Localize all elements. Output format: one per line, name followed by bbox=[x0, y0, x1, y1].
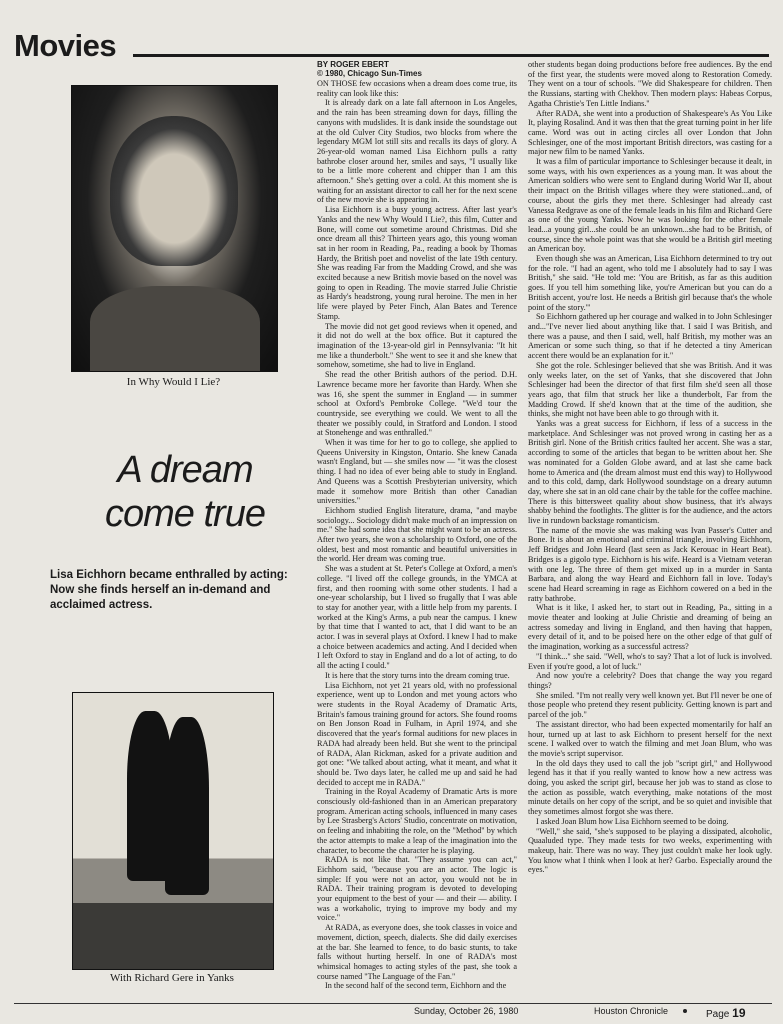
article-column-2 bbox=[528, 60, 772, 992]
article-paragraph: RADA is not like that. "They assume you can act," Eichhorn said, "because you are an actor. The logic is simple: If you were not an actor, you would not be in RADA. Their training program is devoted to developing your equipment to the best of your — and their — ability. I was a workaholic, trying to improve my body and my voice." bbox=[317, 855, 517, 923]
article-paragraph: Even though she was an American, Lisa Eichhorn determined to try out for the role. "I had an agent, who told me I absolutely had to say I was British," she said. "He told me: 'You are British, as far as this audition goes. If you tell him something like, you're American but you can do a British accent, you're lost. He needs a British girl because that's the whole point of the story.'" bbox=[528, 254, 772, 312]
section-rule bbox=[133, 54, 769, 57]
byline-copyright: © 1980, Chicago Sun-Times bbox=[317, 69, 422, 78]
article-paragraph: In the second half of the second term, Eichhorn and the bbox=[325, 981, 507, 991]
article-paragraph: It was a film of particular importance to Schlesinger because it dealt, in some ways, with his own experiences as a young man. It was about the American soldiers who were sent to England during World War II, about their impact on the British villages where they were stationed...and, of course, about the girls they met there. Schlesinger had already cast Vanessa Redgrave as one of the female leads in his film and Richard Gere as one of the young Yanks. Now he was looking for the other female lead...a young girl...she could be an unknown...she had to be British, of course, since the whole point was that she would be a British girl meeting an American boy. bbox=[528, 157, 772, 254]
footer-page-number: 19 bbox=[732, 1006, 746, 1020]
subheadline: Lisa Eichhorn became enthralled by acting: Now she finds herself an in-demand and acclaimed actress. bbox=[50, 569, 288, 611]
article-paragraph: It is already dark on a late fall afternoon in Los Angeles, and the rain has been streaming down for days, filling the canyons with mudslides. It is dank inside the soundstage out at the old Culver City Studios, two blocks from where the legendary MGM lot still sits and recalls its days of glory. A 26-year-old woman named Lisa Eichhorn pulls a ratty bathrobe closer around her, smiles and says, "I usually like to be a little more coherent and chipper than I am this afternoon." She's getting over a cold. At this moment she is waiting for an assistant director to call her for the next scene of the new movie she is appearing in. bbox=[317, 98, 517, 205]
footer-bullet bbox=[683, 1009, 687, 1013]
article-paragraph: She smiled. "I'm not really very well known yet. But I'll never be one of those people who pretend they resent publicity. Getting known is part and parcel of the job." bbox=[528, 690, 772, 720]
footer-page bbox=[706, 1006, 746, 1020]
article-paragraph: The name of the movie she was making was Ivan Passer's Cutter and Bone. It is about an emotional and criminal triangle, involving Eichhorn, Jeff Bridges and John Heard (last seen as Jack Kerouac in Heart Beat). Bridges is a gigolo type. Eichhorn is his wife. Heard is a Vietnam veteran with one leg. The three of them get mixed up in a murder in Santa Barbara, and along the way Heard and Eichhorn fall in love. Today's scene had Heard screaming in rage as Eichhorn cowered on a bed in the ratty bathrobe. bbox=[528, 525, 772, 603]
couple-ground bbox=[73, 903, 273, 969]
footer-date: Sunday, October 26, 1980 bbox=[414, 1006, 519, 1016]
bottom-photo-caption: With Richard Gere in Yanks bbox=[110, 972, 234, 984]
article-paragraph: She was a student at St. Peter's College at Oxford, a men's college. "I lived off the college grounds, in the YMCA at first, and then rooming with some other students. I had a one-year scholarship, but I lived so frugally that I was able to stay for another year, with a little help from my parents. I worked at the King's Arms, a pub near the campus. I knew by that time that I wanted to act, that I did want to be an actor. I was in several plays at Oxford. I knew I had to make a choice between academics and acting. And I decided when I left Oxford to stay in England and do a lot of acting, to do all the acting I could." bbox=[317, 564, 517, 671]
headline-line-2: come true bbox=[105, 493, 265, 535]
article-paragraph: It is here that the story turns into the dream coming true. bbox=[325, 670, 510, 680]
article-paragraph: She read the other British authors of the period. D.H. Lawrence became more her favorite than Hardy. When she was 16, she spent the summer in England — in summer school at Oxford's Pembroke College. "We'd tour the countryside, see everything we could. We went to all the theater we possibly could, in Stratford and London. I stood at Stonehenge and was enthralled." bbox=[317, 370, 517, 438]
footer-page-label: Page bbox=[706, 1009, 730, 1020]
article-paragraph: Lisa Eichhorn, not yet 21 years old, with no professional experience, went up to London and met young actors who were students in the Royal Academy of Dramatic Arts, Britain's famous training ground for actors. She found rooms on Ben Jonson Road in Fulham, in April 1974, and she discovered that the year's formal auditions for new places in RADA had already been held. But she went to the principal of RADA, Alan Rickman, asked for a private audition and got one: "We talked about acting, what it meant, and what it should be. Two days later, he called me up and said he had decided to accept me in RADA." bbox=[317, 680, 517, 787]
article-paragraph: The assistant director, who had been expected momentarily for half an hour, turned up at last to ask Eichhorn to present herself for the next scene. I walked over to watch the filming and met Joan Blum, who was the movie's script supervisor. bbox=[528, 719, 772, 758]
article-paragraph: Yanks was a great success for Eichhorn, if less of a success in the marketplace. And Schlesinger was not proved wrong in casting her as a British girl. None of the British critics faulted her accent. She was a star, according to some of the articles that began to be written about her. She was nominated for a Golden Globe award, and at last she came back home to America and (the dream almost must end this way) to Hollywood and to this cold, damp, dark Hollywood soundstage on a dreary autumn day, where she sat in an old cane chair by the table for the coffee machine. There is this bittersweet quality about show business, that it's always shabby behind the footlights. The glitter is for the audience, and the actors live in rundown backstage romanticism. bbox=[528, 419, 772, 526]
article-paragraph: When it was time for her to go to college, she applied to Queens University in Kingston, Ontario. She knew Canada wasn't England, but — she smiles now — "it was the closest thing. I had no idea of ever being able to study in England. And Queens was a Scottish Presbyterian university, which made it somehow more British than other Canadian universities." bbox=[317, 438, 517, 506]
article-paragraph: Training in the Royal Academy of Dramatic Arts is more consciously old-fashioned than in an American preparatory program. American acting schools, influenced in many cases by Lee Strasberg's Actors' Studio, concentrate on motivation, on feeling and inhabiting the role, on the "Method" by which the actor attempts to make a leap of the imagination into the character, to become the character he is playing. bbox=[317, 787, 517, 855]
article-paragraph: At RADA, as everyone does, she took classes in voice and movement, diction, speech, dialects. She did daily exercises at the bar. She learned to fence, to do basic stunts, to take falls without hurting herself. In one of RADA's most whimsical homages to acting styles of the past, she took a course named "The Language of the Fan." bbox=[317, 923, 517, 981]
headline bbox=[60, 448, 310, 536]
article-paragraph: After RADA, she went into a production of Shakespeare's As You Like It, playing Rosalind. And it was then that the great turning point in her life came. Word was out in acting circles all over London that John Schlesinger, one of the most important British directors, was casting for a major new film to be named Yanks. bbox=[528, 108, 772, 157]
article-paragraph: ON THOSE few occasions when a dream does come true, its reality can look like this: bbox=[317, 79, 517, 98]
article-paragraph: In the old days they used to call the job "script girl," and Hollywood legend has it that if you really wanted to know how a new actress was doing, you asked the script girl, because her job was to stand as close to the action as possible, watch everything, make notations of the most minute details on her copy of the script, and be so quiet and invisible that they sometimes almost forgot she was there. bbox=[528, 758, 772, 817]
footer-paper-name: Houston Chronicle bbox=[594, 1006, 669, 1016]
col1-paragraphs bbox=[317, 79, 517, 991]
article-paragraph: So Eichhorn gathered up her courage and walked in to John Schlesinger and..."I've never lied about anything like that. I said I was British, and there was a pause, and then I said, well, half British, my mother was an American or some such thing, so that if he detected a tiny American accent there would be an explanation for it." bbox=[528, 312, 772, 361]
portrait-shoulders bbox=[90, 286, 260, 372]
article-paragraph: other students began doing productions before free audiences. By the end of the first year, the students were moved along to Restoration Comedy. They went on a tour of schools. "We did Shakespeare for children. Then the Russians, starting with Chekhov. Then modern plays: Habeas Corpus, Agatha Christie's Ten Little Indians." bbox=[528, 60, 772, 108]
portrait-figure bbox=[110, 116, 238, 266]
couple-photo bbox=[72, 692, 274, 970]
article-paragraph: And now you're a celebrity? Does that change the way you regard things? bbox=[528, 671, 772, 690]
article-paragraph: She got the role. Schlesinger believed that she was British. And it was only weeks later, on the set of Yanks, that she discovered that John Schlesinger had been the director of that first film she'd seen all those years ago, that film that struck her like a thunderbolt, Far from the Madding Crowd. If she'd known that at the time of the audition, she thinks, she might not have been able to go through with it. bbox=[528, 360, 772, 419]
byline-author: BY ROGER EBERT bbox=[317, 60, 389, 69]
article-paragraph: "Well," she said, "she's supposed to be playing a dissipated, alcoholic, Quaaluded type. They made tests for two weeks, experimenting with makeup, hair. There was no way. They just couldn't make her look ugly. You know what I think when I look at her? Garbo. Especially around the eyes." bbox=[528, 826, 772, 875]
article-column-1 bbox=[317, 60, 517, 992]
article-paragraph: The movie did not get good reviews when it opened, and it did not do well at the box office. But it captured the imagination of the 13-year-old girl in Pennsylvania: "It hit me like a thunderbolt." She went to see it and she knew that somehow, sometime, she had to live in England. bbox=[317, 321, 517, 370]
couple-figure-right bbox=[165, 717, 209, 895]
footer-rule bbox=[14, 1003, 772, 1004]
article-paragraph: I asked Joan Blum how Lisa Eichhorn seemed to be doing. bbox=[536, 816, 729, 826]
article-paragraph: What is it like, I asked her, to start out in Reading, Pa., sitting in a movie theater and looking at Julie Christie and dreaming of being an actress someday and living in England, and then having that happen, every detail of it, and to be poised here on the other edge of that gulf of the imagination, working as a successful actress? bbox=[528, 603, 772, 652]
headline-line-1: A dream bbox=[117, 449, 253, 491]
article-paragraph: "I think..." she said. "Well, who's to say? That a lot of luck is involved. Even if you're good, a lot of luck." bbox=[528, 651, 772, 671]
portrait-photo bbox=[71, 85, 278, 372]
article-paragraph: Lisa Eichhorn is a busy young actress. After last year's Yanks and the new Why Would I Lie?, this film, Cutter and Bone, will come out sometime around Christmas. Did she once dream all this? Thirteen years ago, this young woman sat in her room in Reading, Pa., reading a book by Thomas Hardy, the British poet and novelist of the late 19th century. She was reading Far from the Madding Crowd, and she was excited because a new British movie based on the novel was going to open in Reading. The movie starred Julie Christie as Hardy's headstrong, young rural heroine. The men in her life were played by Peter Finch, Alan Bates and Terence Stamp. bbox=[317, 205, 517, 321]
section-title: Movies bbox=[14, 28, 117, 63]
article-paragraph: Eichhorn studied English literature, drama, "and maybe sociology... Sociology didn't make much of an impression on me." She had some idea that she might want to be an actress. After two years, she won a scholarship to Oxford, one of the oldest, best and most romantic and beautiful universities in the world. Her dream was coming true. bbox=[317, 505, 517, 564]
top-photo-caption: In Why Would I Lie? bbox=[126, 376, 221, 388]
